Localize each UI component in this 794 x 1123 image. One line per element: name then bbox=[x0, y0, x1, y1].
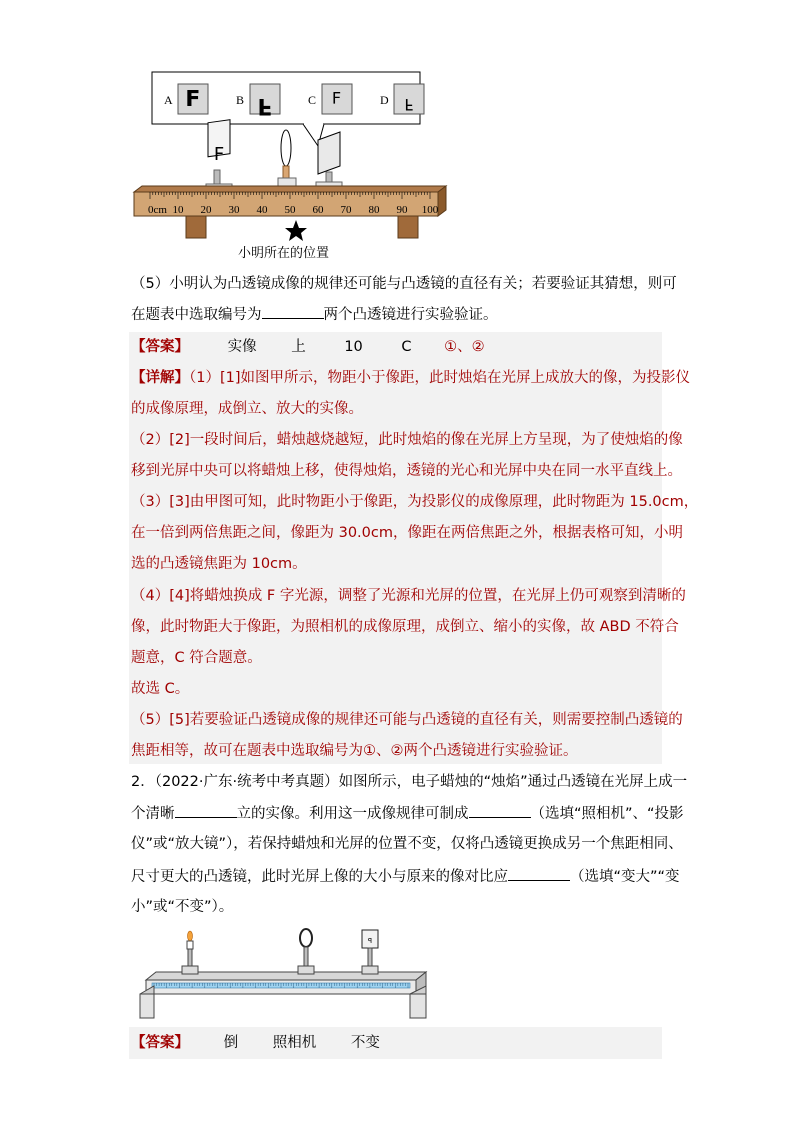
svg-text:ꟼ: ꟼ bbox=[367, 937, 373, 945]
q5-blank bbox=[262, 304, 324, 319]
answer1-row bbox=[131, 337, 485, 357]
detail-line-11: 故选 C。 bbox=[131, 681, 190, 697]
ruler-tick-label: 100 bbox=[421, 204, 439, 216]
electronic-candle bbox=[182, 931, 198, 974]
svg-text:F: F bbox=[213, 144, 225, 165]
f-light-source bbox=[206, 120, 232, 192]
q5-line-1: （5）小明认为凸透镜成像的规律还可能与凸透镜的直径有关；若要验证其猜想，则可 bbox=[131, 276, 677, 292]
q2-blank-2 bbox=[469, 803, 531, 818]
q2-line-2: 个清晰 立的实像。利用这一成像规律可制成 （选填“照相机”、“投影 bbox=[131, 803, 684, 824]
svg-text:Ⅎ: Ⅎ bbox=[332, 88, 342, 107]
ruler-tick-label: 80 bbox=[368, 204, 380, 216]
q5-line-2: 在题表中选取编号为 两个凸透镜进行实验验证。 bbox=[131, 304, 498, 325]
q2-blank-1 bbox=[175, 803, 237, 818]
answer1-item-1: 实像 bbox=[227, 339, 257, 355]
svg-text:D: D bbox=[380, 93, 389, 107]
svg-text:C: C bbox=[308, 93, 317, 107]
detail-line-13: 焦距相等，故可在题表中选取编号为①、②两个凸透镜进行实验验证。 bbox=[131, 743, 578, 759]
detail-line-1: 【详解】（1）[1]如图甲所示，物距小于像距，此时烛焰在光屏上成放大的像，为投影仪 bbox=[131, 370, 691, 386]
figure-optical-bench-candle bbox=[134, 928, 434, 1023]
answer2-item-2: 照相机 bbox=[272, 1035, 317, 1051]
detail-line-8: （4）[4]将蜡烛换成 F 字光源，调整了光源和光屏的位置，在光屏上仍可观察到清晰的 bbox=[131, 588, 686, 604]
answer1-item-3: 10 bbox=[344, 339, 363, 355]
ruler-tick-label: 90 bbox=[396, 204, 408, 216]
q2-blank-3 bbox=[508, 866, 570, 881]
answer2-item-1: 倒 bbox=[223, 1035, 239, 1051]
observer-position-star-icon bbox=[285, 220, 307, 241]
svg-text:F: F bbox=[257, 93, 273, 118]
detail-line-5: （3）[3]由甲图可知，此时物距小于像距，为投影仪的成像原理，此时物距为 15.0cm， bbox=[131, 494, 699, 510]
svg-text:Ⅎ: Ⅎ bbox=[185, 84, 201, 109]
answer1-label: 【答案】 bbox=[131, 339, 189, 355]
ruler-tick-label: 20 bbox=[200, 204, 212, 216]
ruler-tick-label: 60 bbox=[312, 204, 324, 216]
q2-line-1: 2．（2022·广东·统考中考真题）如图所示，电子蜡烛的“烛焰”通过凸透镜在光屏上成一 bbox=[131, 774, 688, 790]
ruler-tick-label: 40 bbox=[256, 204, 268, 216]
detail-line-2: 的成像原理，成倒立、放大的实像。 bbox=[131, 401, 363, 417]
convex-lens bbox=[278, 130, 296, 192]
convex-lens-2 bbox=[298, 929, 314, 974]
ruler-tick-label: 30 bbox=[228, 204, 240, 216]
q2-line-5: 小”或“不变”）。 bbox=[131, 899, 234, 915]
ruler-tick-label: 0cm bbox=[148, 204, 167, 216]
ruler-tick-label: 10 bbox=[172, 204, 184, 216]
detail-line-12: （5）[5]若要验证凸透镜成像的规律还可能与凸透镜的直径有关，则需要控制凸透镜的 bbox=[131, 712, 683, 728]
figure-optical-bench-ruler bbox=[128, 70, 458, 265]
answer1-item-4: C bbox=[401, 339, 412, 355]
ruler-tick-label: 50 bbox=[284, 204, 296, 216]
answer1-item-2: 上 bbox=[291, 339, 306, 355]
answer2-item-3: 不变 bbox=[350, 1035, 380, 1051]
q2-line-3: 仪”或“放大镜”），若保持蜡烛和光屏的位置不变，仅将凸透镜更换成另一个焦距相同、 bbox=[131, 836, 683, 852]
light-screen-2 bbox=[362, 930, 378, 974]
detail-line-9: 像，此时物距大于像距，为照相机的成像原理，成倒立、缩小的实像，故 ABD 不符合 bbox=[131, 619, 679, 635]
detail-line-6: 在一倍到两倍焦距之间，像距为 30.0cm，像距在两倍焦距之外，根据表格可知，小明 bbox=[131, 525, 683, 541]
detail-line-7: 选的凸透镜焦距为 10cm。 bbox=[131, 556, 307, 572]
answer1-item-5: ①、② bbox=[444, 339, 485, 355]
light-screen bbox=[316, 132, 342, 192]
svg-text:A: A bbox=[164, 93, 173, 107]
figure1-caption: 小明所在的位置 bbox=[238, 246, 330, 261]
meter-ruler bbox=[134, 186, 446, 216]
detail-label: 【详解】 bbox=[131, 370, 189, 386]
detail-line-3: （2）[2]一段时间后，蜡烛越烧越短，此时烛焰的像在光屏上方呈现，为了使烛焰的像 bbox=[131, 432, 683, 448]
ruler-tick-label: 70 bbox=[340, 204, 352, 216]
q2-line-4: 尺寸更大的凸透镜，此时光屏上像的大小与原来的像对比应 （选填“变大”“变 bbox=[131, 866, 680, 887]
ruler-foot-right bbox=[398, 216, 418, 238]
detail-line-4: 移到光屏中央可以将蜡烛上移，使得烛焰，透镜的光心和光屏中央在同一水平直线上。 bbox=[131, 463, 682, 479]
answer2-row bbox=[131, 1033, 380, 1053]
detail-line-10: 题意，C 符合题意。 bbox=[131, 650, 262, 666]
svg-text:B: B bbox=[236, 93, 245, 107]
ruler-foot-left bbox=[186, 216, 206, 238]
answer2-label: 【答案】 bbox=[131, 1035, 189, 1051]
answer-detail-block-1 bbox=[129, 332, 662, 764]
svg-text:F: F bbox=[404, 95, 414, 114]
